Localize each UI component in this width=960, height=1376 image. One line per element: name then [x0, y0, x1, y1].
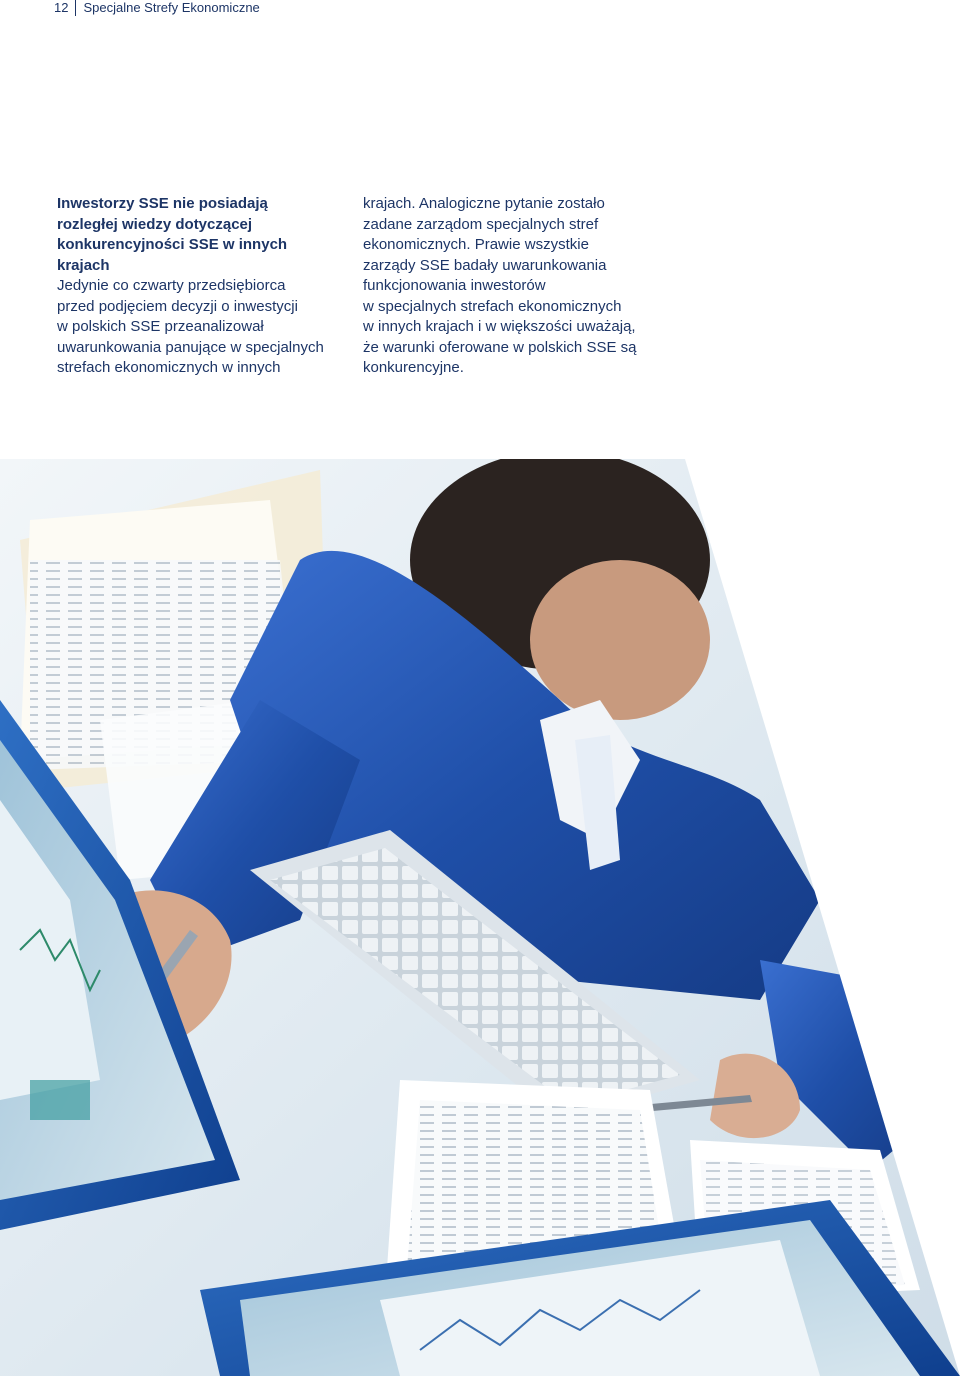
body-line: w specjalnych strefach ekonomicznych — [363, 297, 622, 315]
body-line: konkurencyjne. — [363, 359, 464, 376]
heading-line: Inwestorzy SSE nie posiadają — [57, 195, 268, 212]
body-line: Jedynie co czwarty przedsiębiorca — [57, 277, 286, 294]
body-line: krajach. Analogiczne pytanie zostało — [363, 195, 605, 212]
body-line: uwarunkowania panujące w specjalnych — [57, 338, 324, 356]
section-title: Specjalne Strefy Ekonomiczne — [83, 0, 260, 15]
body-line: przed podjęciem decyzji o inwestycji — [57, 297, 298, 315]
heading-line: krajach — [57, 256, 110, 274]
body-line: zadane zarządom specjalnych stref — [363, 215, 599, 233]
body-line: w polskich SSE przeanalizował — [57, 318, 264, 335]
body-line: że warunki oferowane w polskich SSE są — [363, 338, 637, 356]
page-number: 12 — [54, 0, 69, 15]
body-line: zarządy SSE badały uwarunkowania — [363, 256, 607, 274]
body-line: w innych krajach i w większości uważają, — [363, 318, 636, 335]
body-line: strefach ekonomicznych w innych — [57, 359, 281, 376]
body-line: ekonomicznych. Prawie wszystkie — [363, 236, 589, 253]
body-line: funkcjonowania inwestorów — [363, 277, 546, 294]
heading-line: rozległej wiedzy dotyczącej — [57, 215, 253, 233]
heading-line: konkurencyjności SSE w innych — [57, 236, 288, 253]
